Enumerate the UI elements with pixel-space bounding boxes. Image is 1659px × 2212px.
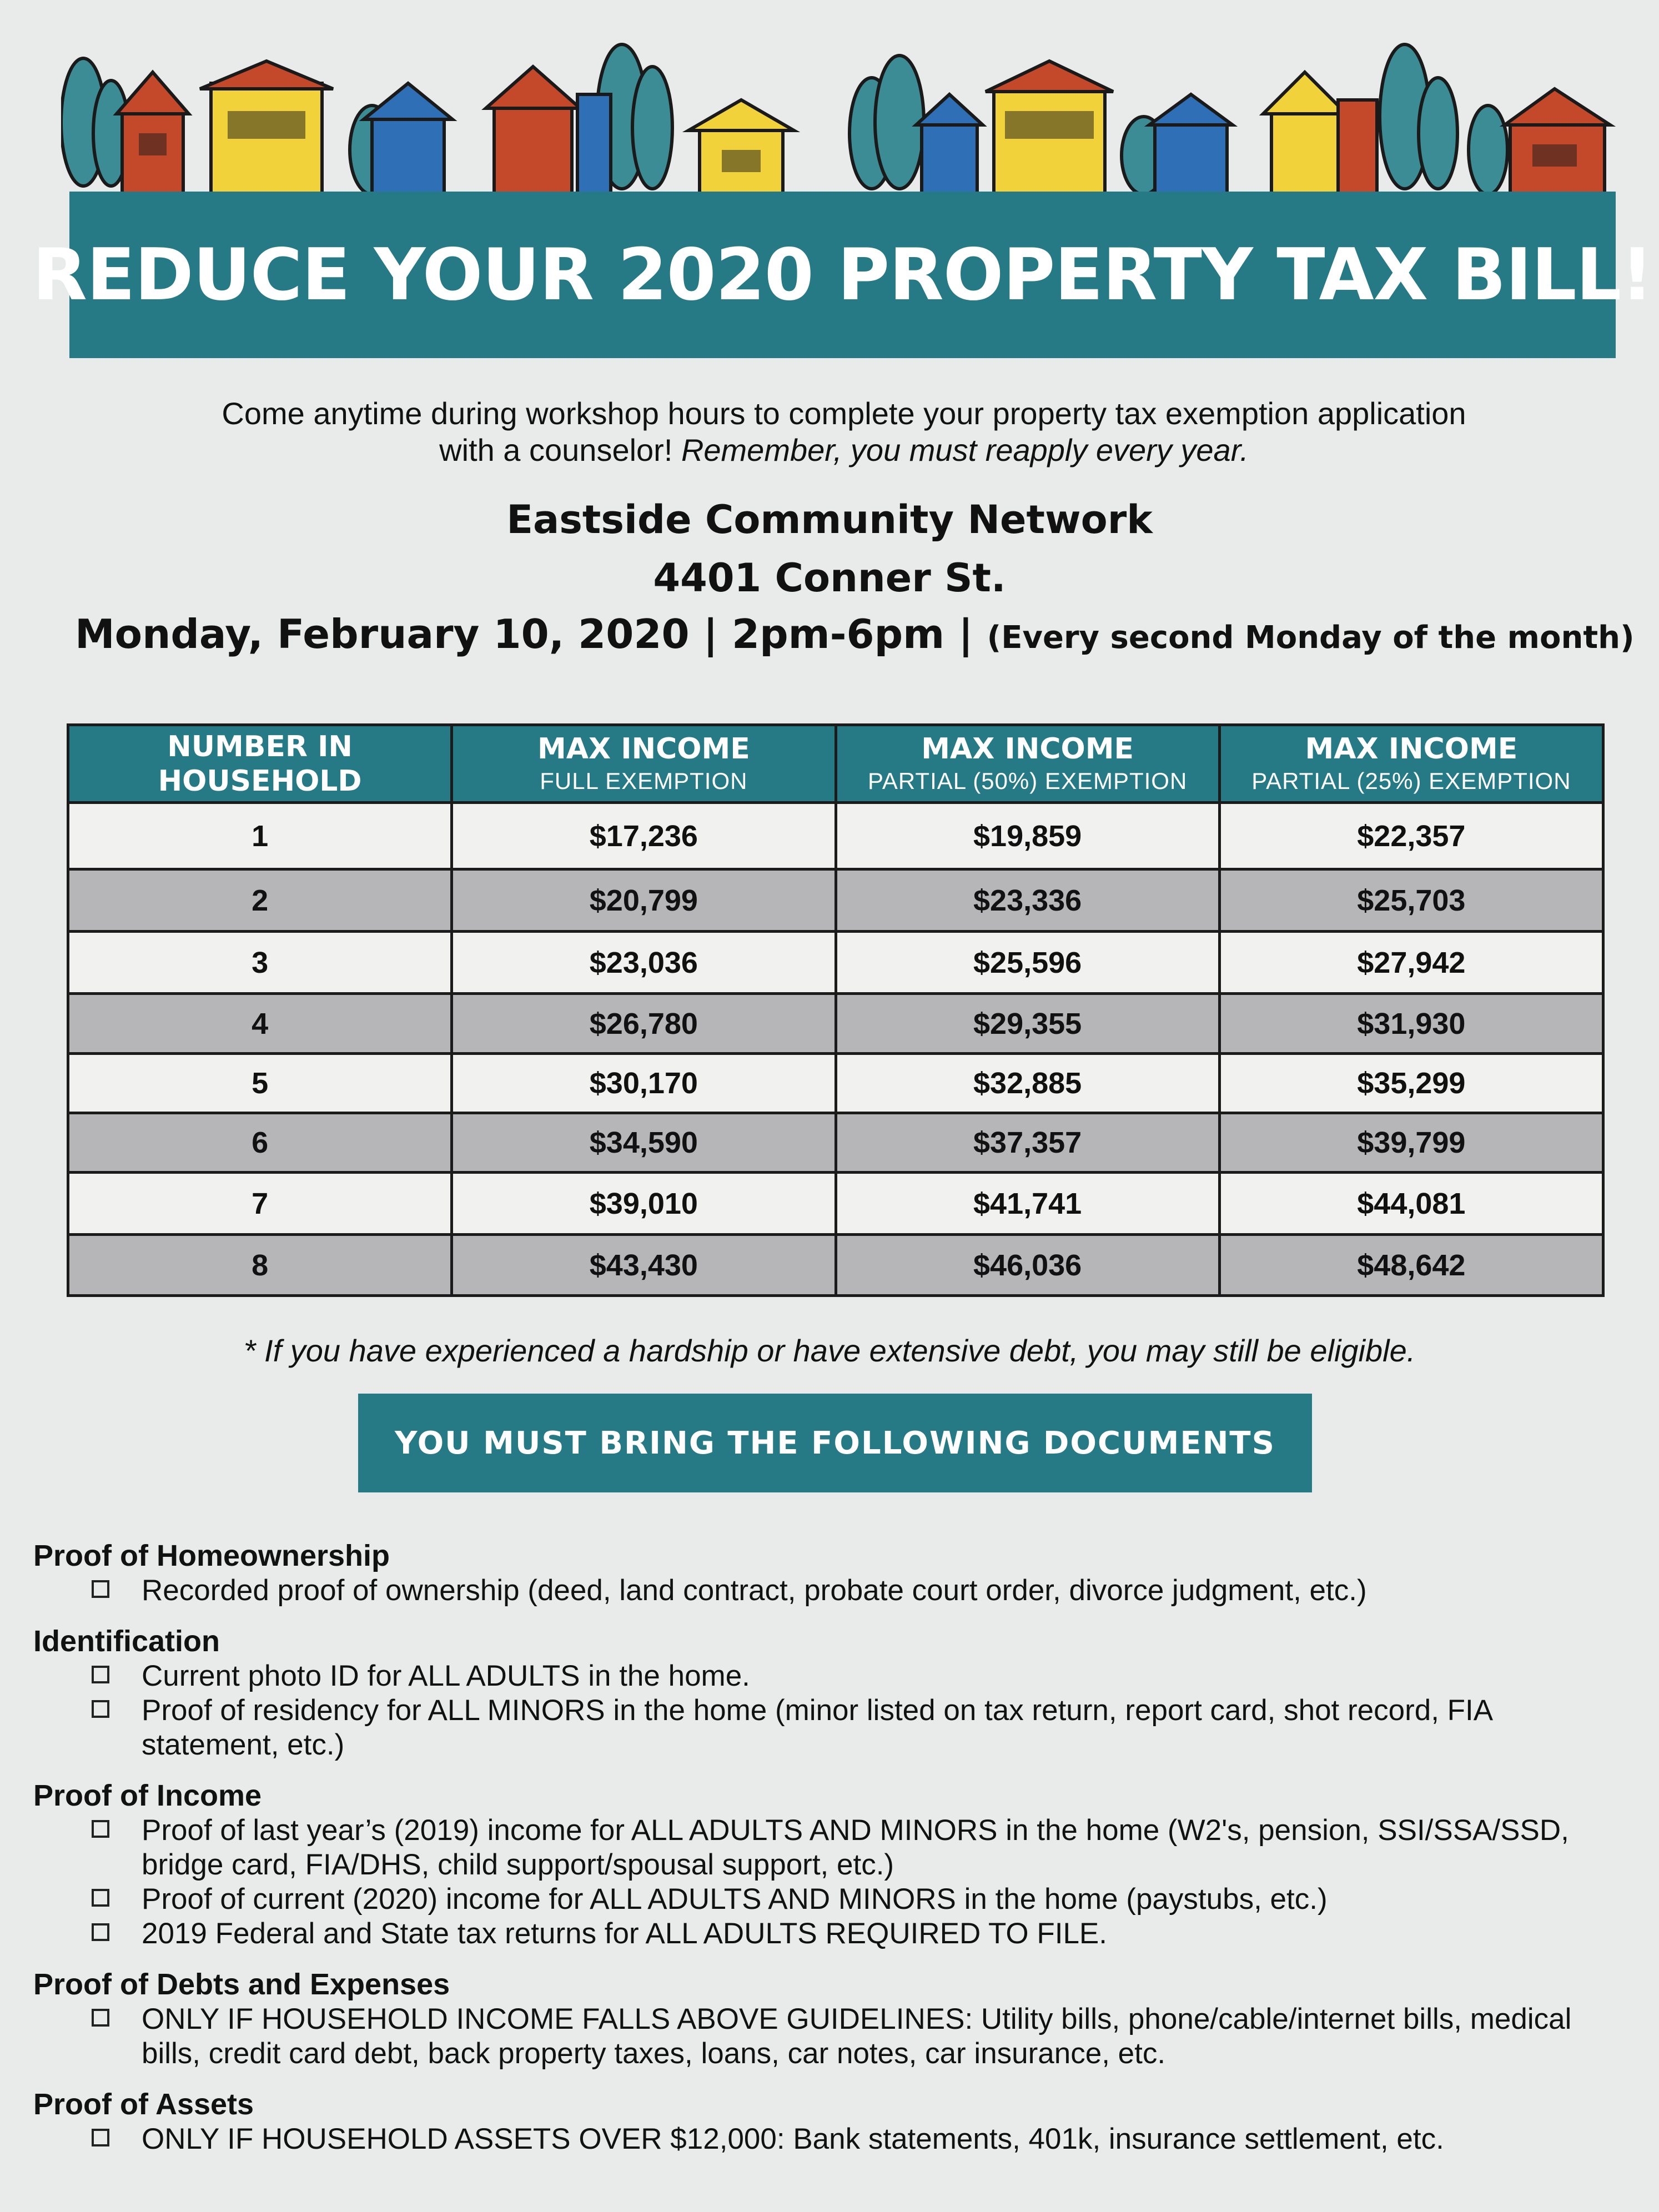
document-checklist — [33, 1538, 1632, 2172]
event-date: Monday, February 10, 2020 | 2pm-6pm | — [75, 611, 987, 657]
page-title: REDUCE YOUR 2020 PROPERTY TAX BILL! — [32, 233, 1653, 316]
checklist-item — [33, 1693, 1632, 1762]
section-homeownership — [33, 1538, 1632, 1608]
table-row — [68, 803, 1603, 869]
checklist-item — [33, 2002, 1632, 2071]
table-cell: $39,010 — [452, 1173, 836, 1235]
section-title: Proof of Assets — [33, 2088, 254, 2121]
table-cell: 5 — [68, 1054, 452, 1113]
table-cell: $34,590 — [452, 1113, 836, 1173]
checklist-item-text: Proof of last year’s (2019) income for ALL ADULTS AND MINORS in the home (W2's, pension, SSI/SSA/SSD, bridge card, FIA/DHS, child support/spousal support, etc.) — [142, 1814, 1569, 1881]
table-cell: $46,036 — [836, 1235, 1219, 1296]
table-cell: $26,780 — [452, 994, 836, 1054]
header-partial-25-exemption — [1219, 725, 1603, 803]
event-recurrence: (Every second Monday of the month) — [987, 620, 1635, 656]
intro-text — [111, 395, 1577, 469]
table-row — [68, 1235, 1603, 1296]
header-household — [68, 725, 452, 803]
table-cell: 2 — [68, 869, 452, 932]
table-cell: 1 — [68, 803, 452, 869]
header-title: MAX INCOME — [921, 732, 1134, 766]
checkbox-icon — [92, 1820, 109, 1838]
section-title: Proof of Debts and Expenses — [33, 1968, 450, 2001]
documents-banner — [358, 1394, 1312, 1492]
table-cell: $30,170 — [452, 1054, 836, 1113]
table-cell: $29,355 — [836, 994, 1219, 1054]
section-income — [33, 1778, 1632, 1951]
income-limits-table — [67, 723, 1605, 1297]
header-title: MAX INCOME — [537, 732, 750, 766]
table-cell: $25,596 — [836, 932, 1219, 994]
house-skyline-illustration — [61, 39, 1621, 200]
table-cell: 4 — [68, 994, 452, 1054]
table-cell: 8 — [68, 1235, 452, 1296]
table-cell: $44,081 — [1219, 1173, 1603, 1235]
table-row — [68, 1054, 1603, 1113]
section-title: Proof of Income — [33, 1779, 262, 1812]
venue-address: 4401 Conner St. — [653, 555, 1006, 601]
table-row — [68, 994, 1603, 1054]
intro-line-1: Come anytime during workshop hours to complete your property tax exemption application — [222, 396, 1466, 431]
table-cell: $32,885 — [836, 1054, 1219, 1113]
checklist-item-text: ONLY IF HOUSEHOLD INCOME FALLS ABOVE GUIDELINES: Utility bills, phone/cable/internet bills, medical bills, credit card debt, back property taxes, loans, car notes, car insurance, etc. — [142, 2003, 1572, 2070]
checklist-item — [33, 1917, 1632, 1951]
checklist-item-text: ONLY IF HOUSEHOLD ASSETS OVER $12,000: Bank statements, 401k, insurance settlement, etc. — [142, 2123, 1444, 2155]
table-cell: $23,336 — [836, 869, 1219, 932]
table-cell: $20,799 — [452, 869, 836, 932]
table-cell: 6 — [68, 1113, 452, 1173]
table-header-row — [68, 725, 1603, 803]
event-date-time — [75, 611, 1635, 657]
table-cell: $41,741 — [836, 1173, 1219, 1235]
checklist-item — [33, 2122, 1632, 2156]
eligibility-note: * If you have experienced a hardship or have extensive debt, you may still be eligible. — [243, 1333, 1416, 1368]
section-title: Proof of Homeownership — [33, 1539, 390, 1572]
table-cell: $31,930 — [1219, 994, 1603, 1054]
table-cell: $39,799 — [1219, 1113, 1603, 1173]
venue-name: Eastside Community Network — [506, 497, 1153, 542]
table-cell: $48,642 — [1219, 1235, 1603, 1296]
checklist-item — [33, 1573, 1632, 1608]
checklist-item — [33, 1659, 1632, 1693]
section-title: Identification — [33, 1625, 220, 1658]
table-cell: $19,859 — [836, 803, 1219, 869]
checkbox-icon — [92, 2129, 109, 2146]
table-cell: $17,236 — [452, 803, 836, 869]
checklist-item-text: Current photo ID for ALL ADULTS in the home. — [142, 1660, 750, 1692]
intro-line-2-plain: with a counselor! — [439, 433, 681, 467]
documents-banner-text: YOU MUST BRING THE FOLLOWING DOCUMENTS — [395, 1425, 1275, 1461]
checklist-item-text: Recorded proof of ownership (deed, land contract, probate court order, divorce judgment, etc.) — [142, 1574, 1367, 1607]
intro-line-2 — [111, 432, 1577, 469]
table-cell: $27,942 — [1219, 932, 1603, 994]
table-cell: $23,036 — [452, 932, 836, 994]
header-title: MAX INCOME — [1305, 732, 1518, 766]
header-subtitle: PARTIAL (50%) EXEMPTION — [867, 767, 1188, 794]
header-full-exemption — [452, 725, 836, 803]
section-assets — [33, 2087, 1632, 2156]
table-row — [68, 1113, 1603, 1173]
checklist-item-text: Proof of current (2020) income for ALL ADULTS AND MINORS in the home (paystubs, etc.) — [142, 1883, 1328, 1916]
checklist-item-text: 2019 Federal and State tax returns for ALL ADULTS REQUIRED TO FILE. — [142, 1917, 1108, 1950]
checkbox-icon — [92, 1666, 109, 1683]
checklist-item-text: Proof of residency for ALL MINORS in the home (minor listed on tax return, report card, shot record, FIA statement, etc.) — [142, 1694, 1492, 1761]
table-row — [68, 932, 1603, 994]
checkbox-icon — [92, 1889, 109, 1907]
table-cell: $43,430 — [452, 1235, 836, 1296]
checkbox-icon — [92, 2009, 109, 2027]
section-identification — [33, 1623, 1632, 1762]
checkbox-icon — [92, 1580, 109, 1598]
table-cell: $22,357 — [1219, 803, 1603, 869]
table-cell: 7 — [68, 1173, 452, 1235]
checkbox-icon — [92, 1923, 109, 1941]
intro-reminder: Remember, you must reapply every year. — [681, 433, 1249, 467]
section-debts-expenses — [33, 1967, 1632, 2071]
table-cell: $25,703 — [1219, 869, 1603, 932]
checkbox-icon — [92, 1700, 109, 1718]
checklist-item — [33, 1813, 1632, 1882]
header-subtitle: PARTIAL (25%) EXEMPTION — [1251, 767, 1571, 794]
table-row — [68, 869, 1603, 932]
title-banner — [32, 192, 1653, 358]
table-cell: $37,357 — [836, 1113, 1219, 1173]
checklist-item — [33, 1882, 1632, 1917]
table-cell: 3 — [68, 932, 452, 994]
table-cell: $35,299 — [1219, 1054, 1603, 1113]
table-row — [68, 1173, 1603, 1235]
header-subtitle: FULL EXEMPTION — [540, 767, 748, 794]
header-partial-50-exemption — [836, 725, 1219, 803]
header-title: NUMBER IN HOUSEHOLD — [158, 730, 362, 798]
